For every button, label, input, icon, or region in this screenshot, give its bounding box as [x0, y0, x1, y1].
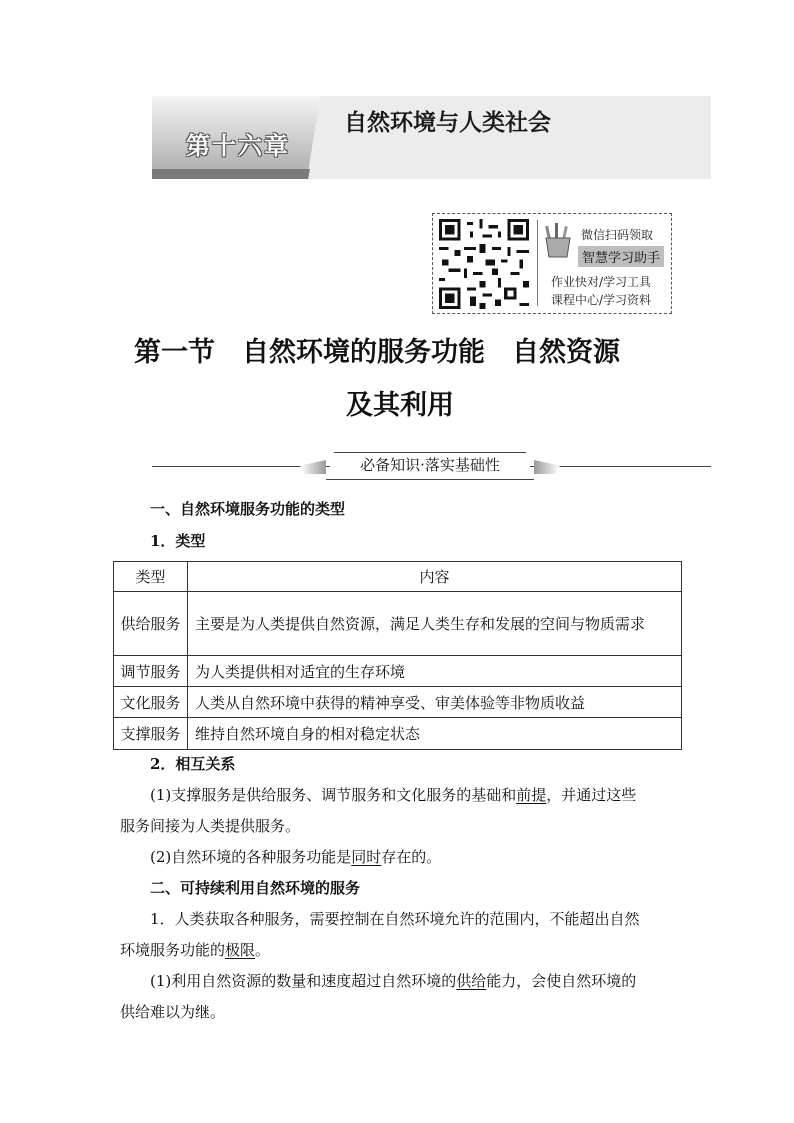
section-title-line-1: 第一节 自然环境的服务功能 自然资源: [134, 337, 620, 368]
underlined-term: 同时: [351, 848, 382, 866]
table-header-cell: 类型: [114, 562, 188, 592]
chapter-tab-shadow: [152, 169, 310, 179]
underlined-term: 前提: [516, 786, 547, 804]
part1-paragraph-1: (1)支撑服务是供给服务、调节服务和文化服务的基础和前提，并通过这些: [150, 786, 637, 804]
qr-caption: 微信扫码领取: [581, 228, 654, 242]
part1-heading: 一、自然环境服务功能的类型: [150, 500, 346, 518]
underlined-term: 极限: [225, 941, 256, 959]
part2-paragraph-1-cont: 环境服务功能的极限。: [120, 941, 271, 959]
table-row: [114, 718, 682, 750]
part2-paragraph-2: (1)利用自然资源的数量和速度超过自然环境的供给能力，会使自然环境的: [150, 972, 637, 990]
table-row: [114, 687, 682, 718]
table-header-row: [114, 562, 682, 592]
part2-paragraph-2-cont: 供给难以为继。: [120, 1003, 226, 1021]
chapter-banner: [152, 96, 711, 179]
table-cell-content: 主要是为人类提供自然资源，满足人类生存和发展的空间与物质需求: [188, 592, 682, 656]
table-cell-content: 为人类提供相对适宜的生存环境: [188, 656, 682, 687]
table-cell-type: 调节服务: [114, 656, 188, 687]
table-row: [114, 656, 682, 687]
table-cell-content: 人类从自然环境中获得的精神享受、审美体验等非物质收益: [188, 687, 682, 718]
part1-paragraph-2: (2)自然环境的各种服务功能是同时存在的。: [150, 848, 442, 866]
table-cell-type: 供给服务: [114, 592, 188, 656]
qr-code-icon[interactable]: [439, 219, 529, 309]
table-cell-content: 维持自然环境自身的相对稳定状态: [188, 718, 682, 750]
qr-divider: [537, 220, 538, 306]
part1-paragraph-1-cont: 服务间接为人类提供服务。: [120, 817, 301, 835]
underlined-term: 供给: [456, 972, 487, 990]
banner-wing-right: [534, 460, 560, 474]
chapter-number: 第十六章: [186, 132, 290, 160]
qr-badge: 智慧学习助手: [578, 246, 664, 267]
table-cell-type: 支撑服务: [114, 718, 188, 750]
table-cell-type: 文化服务: [114, 687, 188, 718]
section-title-line-2: 及其利用: [346, 390, 454, 421]
table-header-cell: 内容: [188, 562, 682, 592]
pencil-cup-icon: [543, 222, 573, 258]
qr-panel[interactable]: [432, 213, 672, 314]
banner-wing-left: [300, 460, 326, 474]
table-row: [114, 592, 682, 656]
part2-heading: 二、可持续利用自然环境的服务: [150, 879, 361, 897]
banner-label: 必备知识·落实基础性: [360, 456, 500, 474]
part1-sub1: 1．类型: [150, 532, 206, 550]
service-types-table: [113, 561, 682, 750]
qr-feature-line-2: 课程中心/学习资料: [551, 293, 652, 307]
chapter-title: 自然环境与人类社会: [344, 109, 551, 136]
part1-sub2: 2．相互关系: [150, 755, 236, 773]
qr-feature-line-1: 作业快对/学习工具: [551, 275, 652, 289]
part2-paragraph-1: 1．人类获取各种服务，需要控制在自然环境允许的范围内，不能超出自然: [150, 910, 640, 928]
